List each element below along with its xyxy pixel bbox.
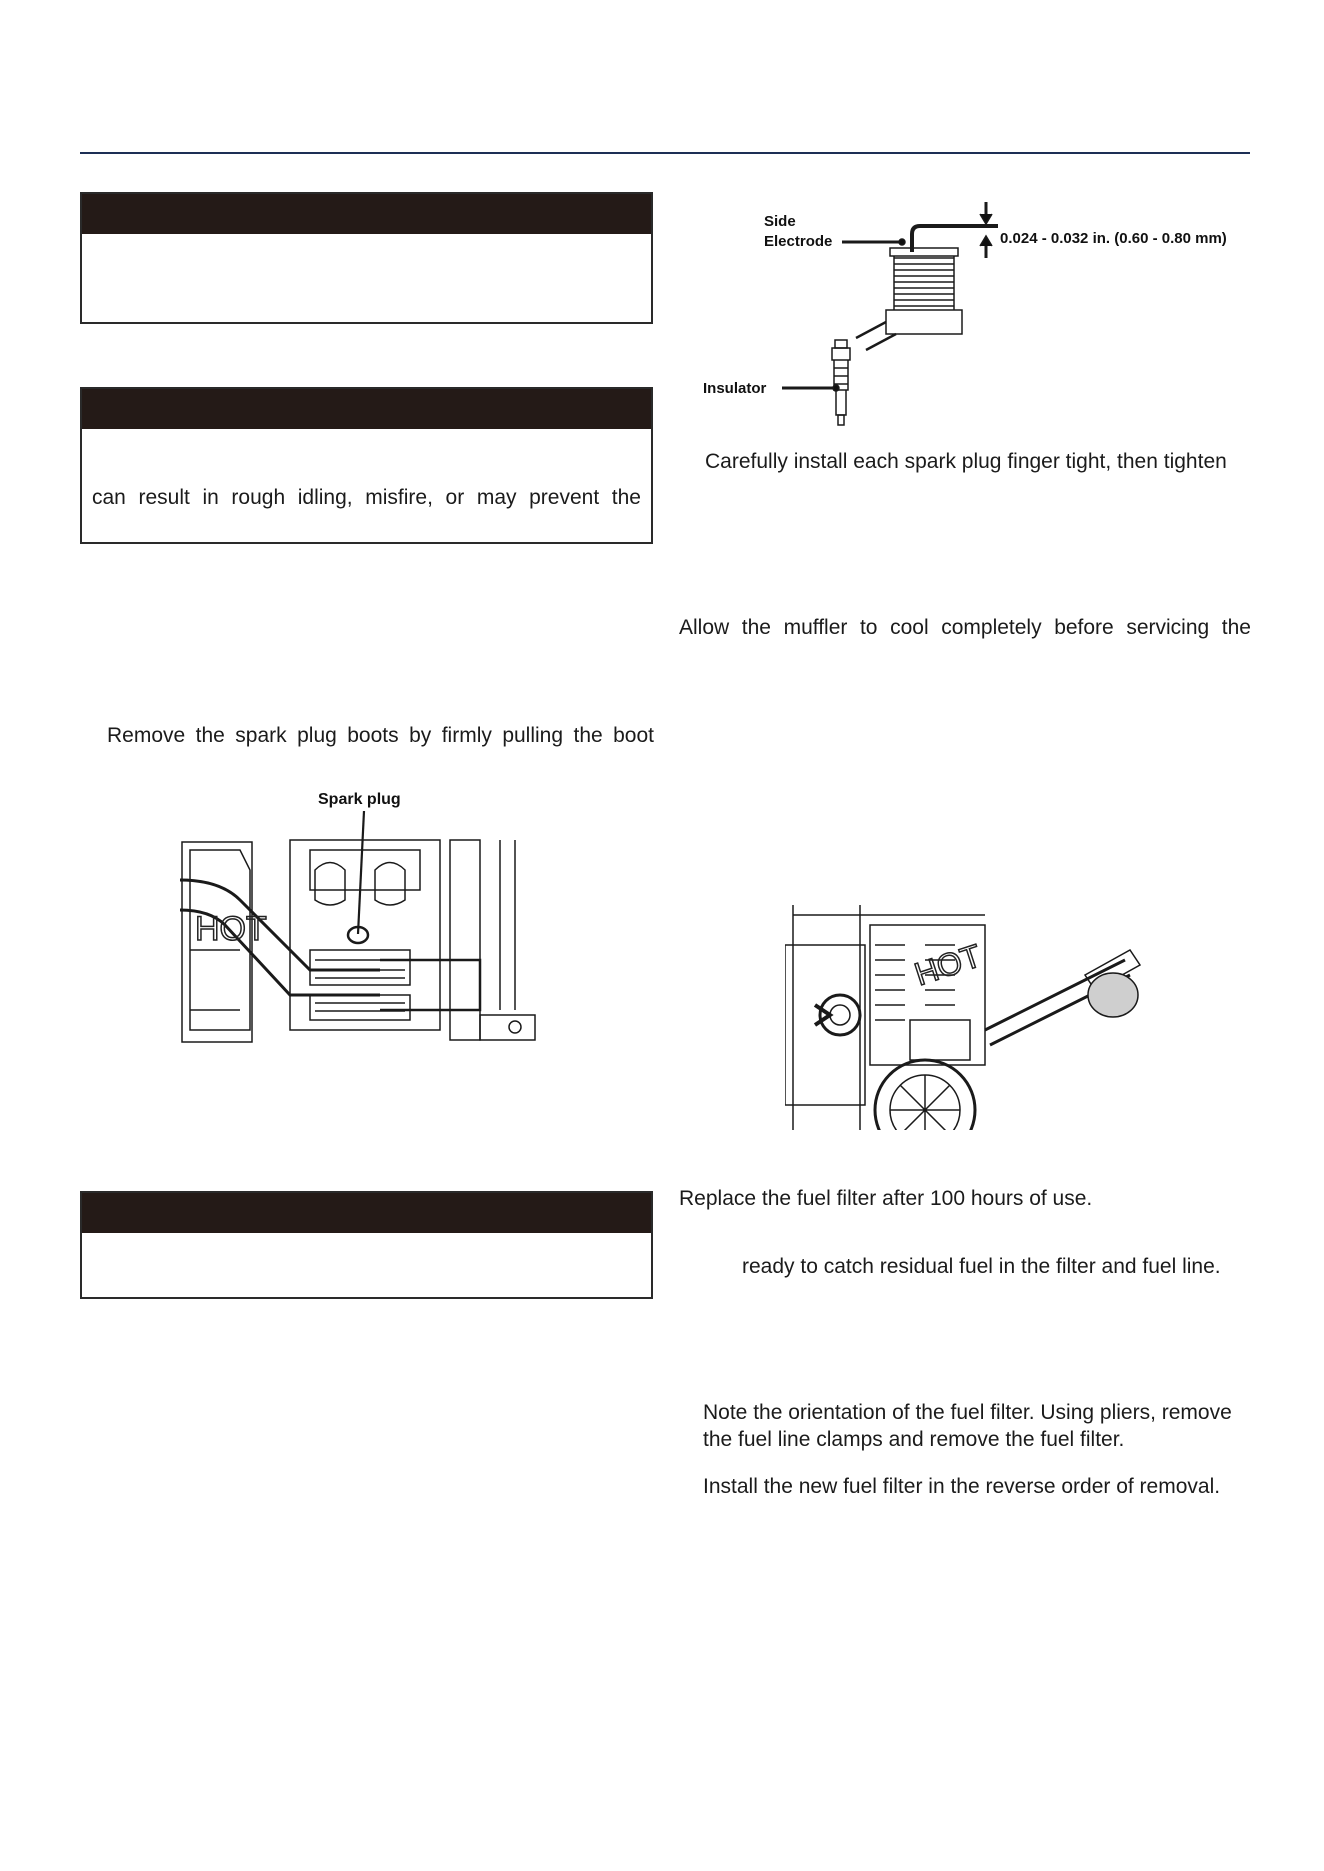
orientation-text-line2: the fuel line clamps and remove the fuel filter. [703,1428,1125,1451]
notice-box-2-text: can result in rough idling, misfire, or may prevent the [92,486,641,509]
generator-logo: HOT [910,937,986,993]
notice-box-2-header [82,389,651,429]
install-filter-text: Install the new fuel filter in the reverse order of removal. [703,1475,1221,1498]
residual-fuel-text: ready to catch residual fuel in the filter and fuel line. [742,1255,1221,1278]
notice-box-1 [80,192,653,324]
insulator-label: Insulator [703,380,767,397]
notice-box-3-header [82,1193,651,1233]
side-electrode-label-line2: Electrode [764,233,833,250]
engine-logo: HOT [195,910,267,948]
orientation-text-line1: Note the orientation of the fuel filter. Using pliers, remove [703,1401,1232,1424]
header-rule [80,152,1250,154]
engine-spark-plug-illustration [180,810,540,1045]
notice-box-2 [80,387,653,544]
notice-box-3 [80,1191,653,1299]
generator-muffler-illustration [785,905,1145,1130]
gap-spec-label: 0.024 - 0.032 in. (0.60 - 0.80 mm) [1000,230,1227,247]
remove-boots-text: Remove the spark plug boots by firmly pulling the boot [107,724,654,747]
notice-box-1-header [82,194,651,234]
spark-plug-gap-diagram [770,200,1010,430]
side-electrode-label-line1: Side [764,213,796,230]
muffler-text: Allow the muffler to cool completely before servicing the [679,616,1251,639]
fuel-filter-text: Replace the fuel filter after 100 hours of use. [679,1187,1093,1210]
install-plug-text: Carefully install each spark plug finger tight, then tighten [705,450,1227,473]
spark-plug-label: Spark plug [318,791,401,808]
